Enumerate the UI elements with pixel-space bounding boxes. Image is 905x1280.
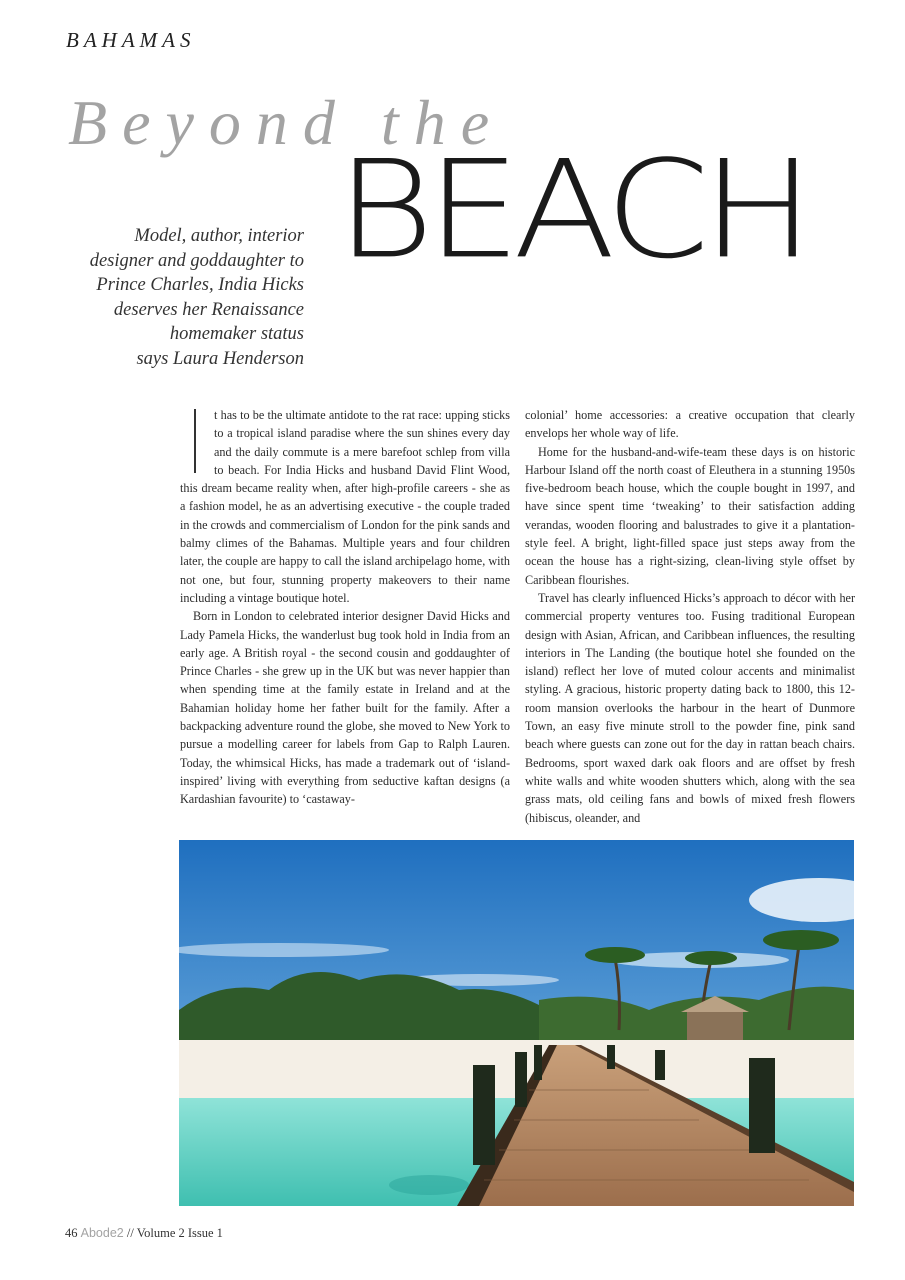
standfirst-line: Prince Charles, India Hicks <box>96 275 304 295</box>
article-paragraph: colonial’ home accessories: a creative occupation that clearly envelops her whole way of life. <box>525 408 855 441</box>
article-paragraph-text: t has to be the ultimate antidote to the rat race: upping sticks to a tropical island paradise where the sun shines every day and the daily commute is a mere barefoot schlep from villa to beach. For India Hicks and husband David Flint Wood, this dream became reality when, after high-profile careers - she as a fashion model, he as an advertising executive - the couple traded in the crowds and commercialism of London for the pink sands and balmy climes of the Bahamas. Multiple years and four children later, the couple are happy to call the island archipelago home, with not one, but four, stunning property makeovers to their name including a vintage boutique hotel. <box>180 408 510 605</box>
article-paragraph: Born in London to celebrated interior designer David Hicks and Lady Pamela Hicks, the wanderlust bug took hold in India from an early age. A British royal - the second cousin and goddaughter of Prince Charles - she grew up in the UK but was never happier than when spending time at the family estate in Ireland and at the Bahamian holiday home her father built for the family. After a backpacking adventure round the globe, she moved to New York to pursue a modelling career for labels from Gap to Ralph Lauren. Today, the whimsical Hicks, has made a trademark out of ‘island-inspired’ living with everything from seductive kaftan designs (a Kardashian favourite) to ‘castaway- <box>180 609 510 807</box>
title-line-1: Beyond the <box>68 87 505 158</box>
page-footer <box>65 1226 223 1241</box>
article-paragraph <box>180 406 510 607</box>
standfirst-line: Model, author, interior <box>134 226 304 246</box>
standfirst-line: designer and goddaughter to <box>89 250 304 271</box>
article-column-left <box>180 406 510 809</box>
beach-jetty-photo <box>179 840 854 1206</box>
standfirst <box>70 224 304 371</box>
article-column-right <box>525 406 855 827</box>
page-number: 46 <box>65 1226 78 1240</box>
standfirst-byline: says Laura Henderson <box>136 348 304 369</box>
standfirst-line: homemaker status <box>169 324 304 344</box>
issue-info: // Volume 2 Issue 1 <box>126 1226 223 1240</box>
dropcap-rule <box>194 409 204 473</box>
magazine-brand: Abode2 <box>80 1226 124 1240</box>
article-paragraph: Travel has clearly influenced Hicks’s approach to décor with her commercial property ventures too. Fusing traditional European design with Asian, African, and Caribbean influences, the resulting interiors in The Landing (the boutique hotel she founded on the island) reflect her love of muted colour accents and minimalist styling. A gracious, historic property dating back to 1800, this 12-room mansion overlooks the harbour in the heart of Dunmore Town, an easy five minute stroll to the powder fine, pink sand beach where guests can zone out for the day in rattan beach chairs. Bedrooms, sport waxed dark oak floors and are offset by fresh white walls and white wooden shutters which, along with the sea grass mats, old ceiling fans and bowls of mixed fresh flowers (hibiscus, oleander, and <box>525 590 855 825</box>
standfirst-line: deserves her Renaissance <box>113 299 304 320</box>
section-label: BAHAMAS <box>66 28 196 52</box>
title-line-2: BEACH <box>336 132 807 289</box>
article-paragraph: Home for the husband-and-wife-team these days is on historic Harbour Island off the north coast of Eleuthera in a stunning 1950s five-bedroom beach house, which the couple bought in 1997, and have since spent time ‘tweaking’ to their satisfaction adding verandas, wooden flooring and balustrades to give it a plantation-style feel. A bright, light-filled space just steps away from the ocean the house has a right-sizing, clean-living style offset by Caribbean flourishes. <box>525 444 855 587</box>
